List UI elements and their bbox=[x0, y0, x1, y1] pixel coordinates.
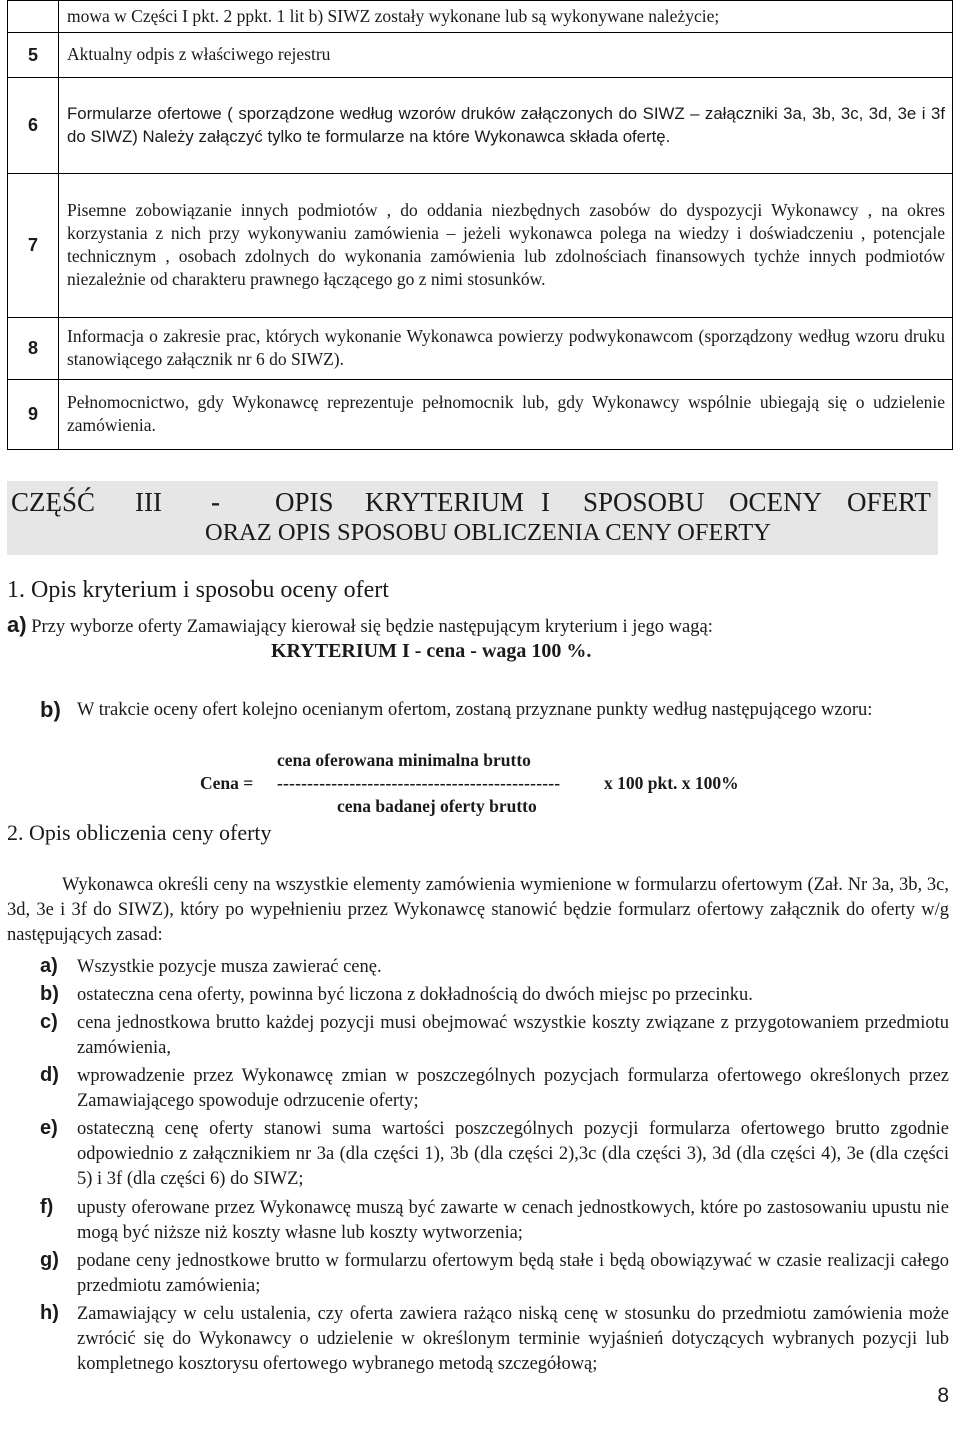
intro-paragraph: Wykonawca określi ceny na wszystkie elementy zamówienia wymienione w formularzu ofertowym (Zał. Nr 3a, 3b, 3c, 3d, 3e i 3f do SIWZ), który po wypełnieniu przez Wykonawcę stanowić będzie formularz ofertowy załącznik do oferty w/g następujących zasad: bbox=[7, 875, 949, 945]
list-text: Zamawiający w celu ustalenia, czy oferta zawiera rażąco niską cenę w stosunku do przedmiotu zamówienia może zwrócić się do Wykonawcy o udzielenie w określonym terminie wyjaśnień dotyczących wybranych pozycji lub kompletnego kosztorysu ofertowego wybranego metodą szczegółową; bbox=[77, 1304, 949, 1374]
formula-lhs: Cena = bbox=[200, 773, 254, 793]
list-text: upusty oferowane przez Wykonawcę muszą być zawarte w cenach jednostkowych, które po zastosowaniu upustu nie mogą być niższe niż koszty własne lub koszty wytworzenia; bbox=[77, 1198, 949, 1243]
section-dash: - bbox=[211, 487, 220, 517]
row-text: Pisemne zobowiązanie innych podmiotów , do oddania niezbędnych zasobów do dyspozycji Wykonawcy , na okres korzystania z nich przy wykonywaniu zamówienia – jeżeli wykonawca polega na wiedzy i doświadczeniu , potencjale technicznym , osobach zdolnych do wykonania zamówienia lub zdolnościach finansowych tychże innych podmiotów niezależnie od charakteru prawnego łączącego go z nimi stosunków. bbox=[59, 174, 953, 318]
table-row bbox=[8, 318, 953, 380]
table-row bbox=[8, 33, 953, 78]
point-b-text: W trakcie oceny ofert kolejno ocenianym ofertom, zostaną przyznane punkty według następującego wzoru: bbox=[77, 700, 873, 720]
table-row bbox=[8, 78, 953, 174]
list-key: f) bbox=[40, 1196, 54, 1218]
row-text: Informacja o zakresie prac, których wykonanie Wykonawca powierzy podwykonawcom (sporządzony według wzoru druku stanowiącego załącznik nr 6 do SIWZ). bbox=[59, 318, 953, 380]
formula-rhs: x 100 pkt. x 100% bbox=[604, 773, 739, 793]
list-text: Wszystkie pozycje musza zawierać cenę. bbox=[77, 957, 382, 977]
formula-numerator: cena oferowana minimalna brutto bbox=[277, 750, 531, 770]
section-word: KRYTERIUM bbox=[365, 487, 525, 517]
point-a-label: a) bbox=[7, 612, 27, 637]
section-heading-line-2: ORAZ OPIS SPOSOBU OBLICZENIA CENY OFERTY bbox=[205, 519, 771, 546]
row-text: Aktualny odpis z właściwego rejestru bbox=[59, 33, 953, 78]
row-number: 9 bbox=[8, 380, 59, 450]
list-key: d) bbox=[40, 1064, 59, 1086]
section-roman: III bbox=[135, 487, 162, 517]
row-number: 8 bbox=[8, 318, 59, 380]
list-text: wprowadzenie przez Wykonawcę zmian w poszczególnych pozycjach formularza ofertowego określonych przez Zamawiającego spowoduje odrzucenie oferty; bbox=[77, 1066, 949, 1111]
formula-denominator: cena badanej oferty brutto bbox=[337, 796, 537, 816]
point-b bbox=[7, 698, 949, 723]
list-key: g) bbox=[40, 1249, 59, 1271]
row-number: 5 bbox=[8, 33, 59, 78]
table-row bbox=[8, 174, 953, 318]
formula-fraction-bar: ----------------------------------------------- bbox=[277, 773, 561, 793]
section-heading-box bbox=[7, 481, 938, 555]
list-key: h) bbox=[40, 1302, 59, 1324]
row-text: Formularze ofertowe ( sporządzone według wzorów druków załączonych do SIWZ – załączniki 3a, 3b, 3c, 3d, 3e i 3f do SIWZ) Należy załączyć tylko te formularze na które Wykonawca składa ofertę. bbox=[59, 78, 953, 174]
list-text: ostateczna cena oferty, powinna być liczona z dokładnością do dwóch miejsc po przecinku. bbox=[77, 985, 753, 1005]
section-part: CZĘŚĆ bbox=[11, 487, 96, 517]
list-key: e) bbox=[40, 1117, 58, 1139]
row-number bbox=[8, 1, 59, 33]
heading-price-calculation: 2. Opis obliczenia ceny oferty bbox=[7, 820, 272, 845]
list-key: b) bbox=[40, 983, 59, 1005]
row-number: 7 bbox=[8, 174, 59, 318]
table-row bbox=[8, 1, 953, 33]
list-text: cena jednostkowa brutto każdej pozycji musi obejmować wszystkie koszty związane z przygotowaniem przedmiotu zamówienia, bbox=[77, 1013, 949, 1058]
page-number: 8 bbox=[937, 1384, 949, 1407]
section-word: SPOSOBU bbox=[583, 487, 705, 517]
list-key: a) bbox=[40, 955, 58, 977]
row-text: mowa w Części I pkt. 2 ppkt. 1 lit b) SIWZ zostały wykonane lub są wykonywane należycie; bbox=[59, 1, 953, 33]
table-row bbox=[8, 380, 953, 450]
section-word: OPIS bbox=[275, 487, 334, 517]
heading-criteria: 1. Opis kryterium i sposobu oceny ofert bbox=[7, 577, 389, 603]
point-a bbox=[7, 612, 949, 638]
requirements-table bbox=[7, 0, 953, 450]
section-word: I bbox=[541, 487, 550, 517]
point-b-label: b) bbox=[40, 697, 61, 722]
list-text: podane ceny jednostkowe brutto w formularzu ofertowym będą stałe i będą obowiązywać w czasie realizacji całego przedmiotu zamówienia; bbox=[77, 1251, 949, 1296]
section-word: OFERT bbox=[847, 487, 931, 517]
row-text: Pełnomocnictwo, gdy Wykonawcę reprezentuje pełnomocnik lub, gdy Wykonawcy wspólnie ubiegają się o udzielenie zamówienia. bbox=[59, 380, 953, 450]
row-number: 6 bbox=[8, 78, 59, 174]
criterion-line: KRYTERIUM I - cena - waga 100 %. bbox=[271, 640, 592, 662]
list-text: ostateczną cenę oferty stanowi suma wartości poszczególnych pozycji formularza ofertowego brutto zgodnie odpowiednio z załącznikiem nr 3a (dla części 1), 3b (dla części 2),3c (dla części 3), 3d (dla części 4), 3e (dla części 5) i 3f (dla części 6) do SIWZ; bbox=[77, 1119, 949, 1189]
section-word: OCENY bbox=[729, 487, 822, 517]
point-a-text: Przy wyborze oferty Zamawiający kierował się będzie następującym kryterium i jego wagą: bbox=[31, 617, 713, 637]
list-key: c) bbox=[40, 1011, 58, 1033]
